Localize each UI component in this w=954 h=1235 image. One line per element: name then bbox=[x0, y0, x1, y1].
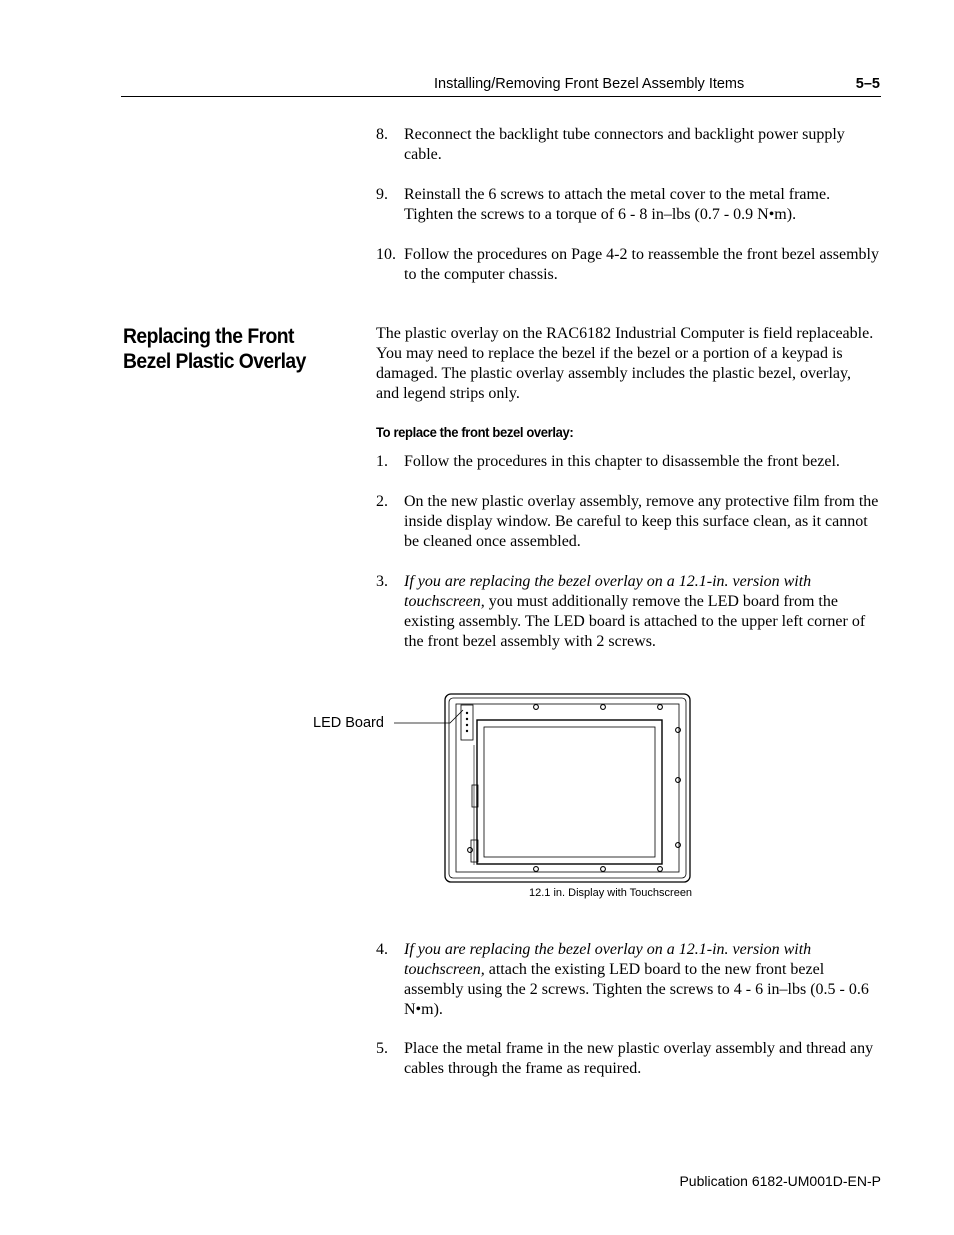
step-text: Reconnect the backlight tube connectors and backlight power supply cable. bbox=[404, 126, 845, 163]
step-text: Follow the procedures in this chapter to disassemble the front bezel. bbox=[404, 453, 840, 470]
step-number: 8. bbox=[376, 126, 388, 143]
step-plain-text: attach the existing LED board to the new front bezel assembly using the 2 screws. Tighten the screws to 4 - 6 in–lbs (0.5 - 0.6 N•m). bbox=[404, 961, 869, 1018]
step-number: 2. bbox=[376, 493, 388, 510]
step-number: 3. bbox=[376, 573, 388, 590]
step-5 bbox=[376, 1039, 882, 1079]
step-10 bbox=[376, 245, 882, 285]
step-2 bbox=[376, 492, 882, 552]
display-figure bbox=[300, 690, 700, 910]
step-text: Place the metal frame in the new plastic overlay assembly and thread any cables through the frame as required. bbox=[404, 1040, 874, 1077]
header-title: Installing/Removing Front Bezel Assembly Items bbox=[434, 76, 745, 92]
procedure-subheading: To replace the front bezel overlay: bbox=[376, 424, 574, 440]
step-number: 1. bbox=[376, 453, 388, 470]
figure-caption: 12.1 in. Display with Touchscreen bbox=[529, 887, 693, 899]
step-italic-text: If you are replacing the bezel overlay on a 12.1-in. version with touchscreen, bbox=[404, 941, 812, 978]
step-number: 4. bbox=[376, 941, 388, 958]
publication-footer: Publication 6182-UM001D-EN-P bbox=[679, 1173, 881, 1189]
step-1 bbox=[376, 452, 882, 472]
step-number: 10. bbox=[376, 246, 396, 263]
step-number: 9. bbox=[376, 186, 388, 203]
step-number: 5. bbox=[376, 1040, 388, 1057]
step-8 bbox=[376, 125, 882, 165]
step-text: Follow the procedures on Page 4-2 to reassemble the front bezel assembly to the computer chassis. bbox=[404, 246, 879, 283]
page-number: 5–5 bbox=[855, 76, 880, 92]
step-4 bbox=[376, 940, 882, 1020]
led-board-label: LED Board bbox=[313, 715, 384, 731]
step-3 bbox=[376, 572, 882, 652]
step-text: On the new plastic overlay assembly, remove any protective film from the inside display window. Be careful to keep this surface clean, as it cannot be cleaned once assembled. bbox=[404, 493, 879, 550]
step-text bbox=[404, 572, 882, 652]
step-italic-text: If you are replacing the bezel overlay on a 12.1-in. version with touchscreen, bbox=[404, 573, 812, 610]
step-text: Reinstall the 6 screws to attach the metal cover to the metal frame. Tighten the screws to a torque of 6 - 8 in–lbs (0.7 - 0.9 N•m). bbox=[404, 186, 831, 223]
running-header bbox=[121, 74, 881, 97]
section-intro: The plastic overlay on the RAC6182 Industrial Computer is field replaceable. You may need to replace the bezel if the bezel or a portion of a keypad is damaged. The plastic overlay assembly includes the plastic bezel, overlay, and legend strips only. bbox=[376, 325, 874, 402]
step-plain-text: you must additionally remove the LED board from the existing assembly. The LED board is attached to the upper left corner of the front bezel assembly with 2 screws. bbox=[404, 593, 866, 650]
step-9 bbox=[376, 185, 882, 225]
step-text bbox=[404, 940, 882, 1020]
section-heading: Replacing the Front Bezel Plastic Overlay bbox=[123, 325, 306, 373]
